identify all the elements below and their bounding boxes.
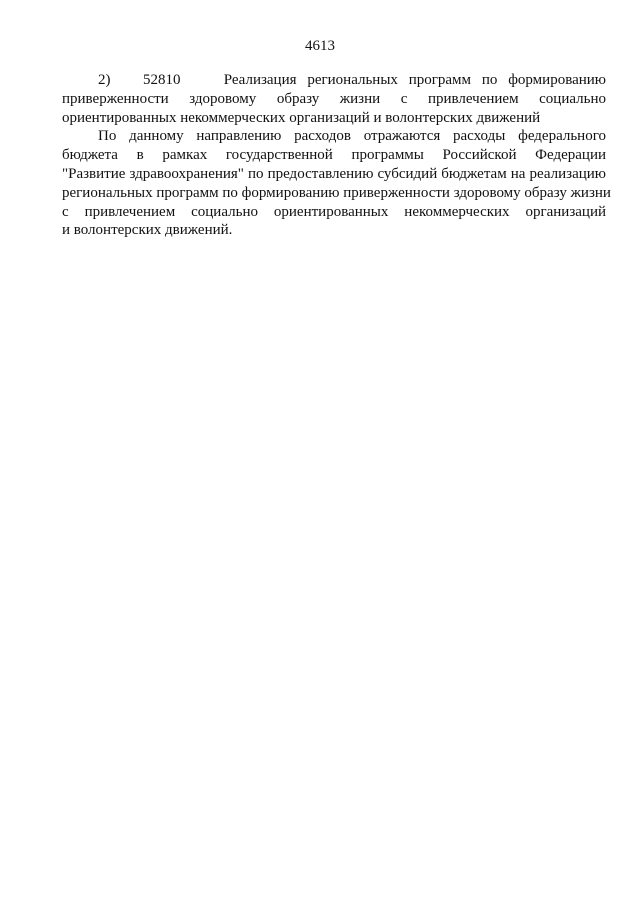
document-body	[62, 71, 611, 240]
heading-line-1	[62, 71, 606, 90]
expense-code: 52810	[142, 72, 181, 88]
description-line-2: бюджета в рамках государственной программы Российской Федерации	[62, 147, 606, 164]
item-number: 2)	[98, 72, 111, 88]
description-line-5: с привлечением социально ориентированных некоммерческих организаций	[62, 203, 606, 220]
page-number: 4613	[305, 38, 335, 54]
heading-text-1: Реализация региональных программ по формированию	[223, 72, 607, 88]
description-line-4: региональных программ по формированию приверженности здоровому образу жизни	[62, 184, 611, 201]
description-line-6: и волонтерских движений.	[62, 222, 233, 239]
heading-line-3: ориентированных некоммерческих организаций и волонтерских движений	[62, 109, 541, 126]
description-line-1: По данному направлению расходов отражаются расходы федерального	[98, 128, 606, 145]
section-description	[62, 127, 611, 240]
description-line-3: "Развитие здравоохранения" по предоставлению субсидий бюджетам на реализацию	[62, 165, 606, 182]
section-heading	[62, 71, 606, 127]
heading-line-2: приверженности здоровому образу жизни с привлечением социально	[62, 90, 606, 107]
